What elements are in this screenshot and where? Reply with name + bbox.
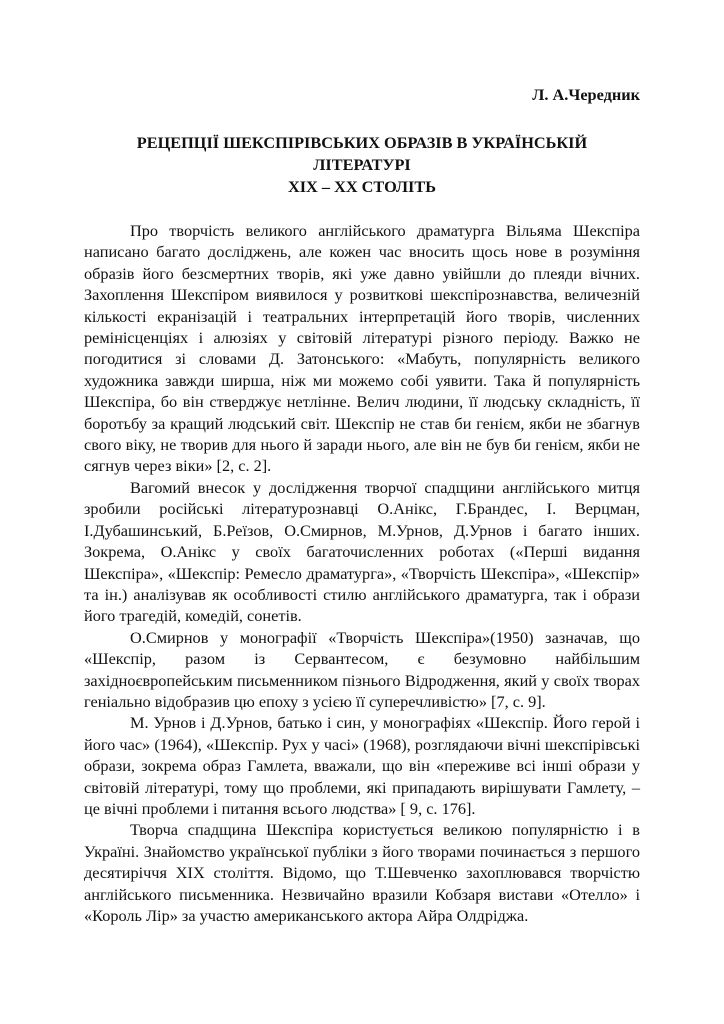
paragraph: О.Смирнов у монографії «Творчість Шекспіра»(1950) зазначав, що «Шекспір, разом із Сервантесом, є безумовно найбільшим західноєвропейським письменником пізнього Відродження, який у своїх творах геніально відобразив цю епоху з усією її суперечливістю» [7, с. 9]. — [84, 627, 640, 711]
document-page — [84, 78, 640, 926]
article-body — [84, 220, 640, 926]
paragraph: Вагомий внесок у дослідження творчої спадщини англійського митця зробили російські літературознавці О.Анікс, Г.Брандес, І. Верцман, І.Дубашинський, Б.Реїзов, О.Смирнов, М.Урнов, Д.Урнов і багато інших. Зокрема, О.Анікс у своїх багаточисленних роботах («Перші видання Шекспіра», «Шекспір: Ремесло драматурга», «Творчість Шекспіра», «Шекспір» та ін.) аналізував як особливості стилю англійського драматурга, так і образи його трагедій, комедій, сонетів. — [84, 477, 640, 626]
article-title — [84, 132, 640, 198]
paragraph: Творча спадщина Шекспіра користується великою популярністю і в Україні. Знайомство української публіки з його творами починається з першого десятиріччя ХІХ століття. Відомо, що Т.Шевченко захоплювався творчістю англійського письменника. Незвичайно вразили Кобзаря вистави «Отелло» і «Король Лір» за участю американського актора Айра Олдріджа. — [84, 820, 640, 925]
title-line-2: ЛІТЕРАТУРІ — [313, 155, 411, 174]
author-name: Л. А.Чередник — [532, 85, 640, 104]
title-line-1: РЕЦЕПЦІЇ ШЕКСПІРІВСЬКИХ ОБРАЗІВ В УКРАЇНСЬКІЙ — [136, 133, 588, 152]
paragraph: Про творчість великого англійського драматурга Вільяма Шекспіра написано багато досліджень, але кожен час вносить щось нове в розуміння образів його безсмертних творів, які уже давно увійшли до плеяди вічних. Захоплення Шекспіром виявилося у розвиткові шекспірознавства, величезній кількості екранізацій і театральних інтерпретацій його творів, численних ремінісценціях і алюзіях у світовій літературі різного періоду. Важко не погодитися зі словами Д. Затонського: «Мабуть, популярність великого художника завжди ширша, ніж ми можемо собі уявити. Така й популярність Шекспіра, бо він стверджує нетлінне. Велич людини, її людську складність, її боротьбу за кращий людський світ. Шекспір не став би генієм, якби не збагнув свого віку, не творив для нього й заради нього, але він не був би генієм, якби не сягнув через віки» [2, с. 2]. — [84, 221, 640, 476]
title-line-3: ХІХ – ХХ СТОЛІТЬ — [287, 177, 437, 196]
paragraph: М. Урнов і Д.Урнов, батько і син, у монографіях «Шекспір. Його герой і його час» (1964), «Шекспір. Рух у часі» (1968), розглядаючи вічні шекспірівські образи, зокрема образ Гамлета, вважали, що він «переживе всі інші образи у світовій літературі, тому що проблеми, які припадають вирішувати Гамлету, – це вічні проблеми і питання всього людства» [ 9, с. 176]. — [84, 713, 640, 818]
